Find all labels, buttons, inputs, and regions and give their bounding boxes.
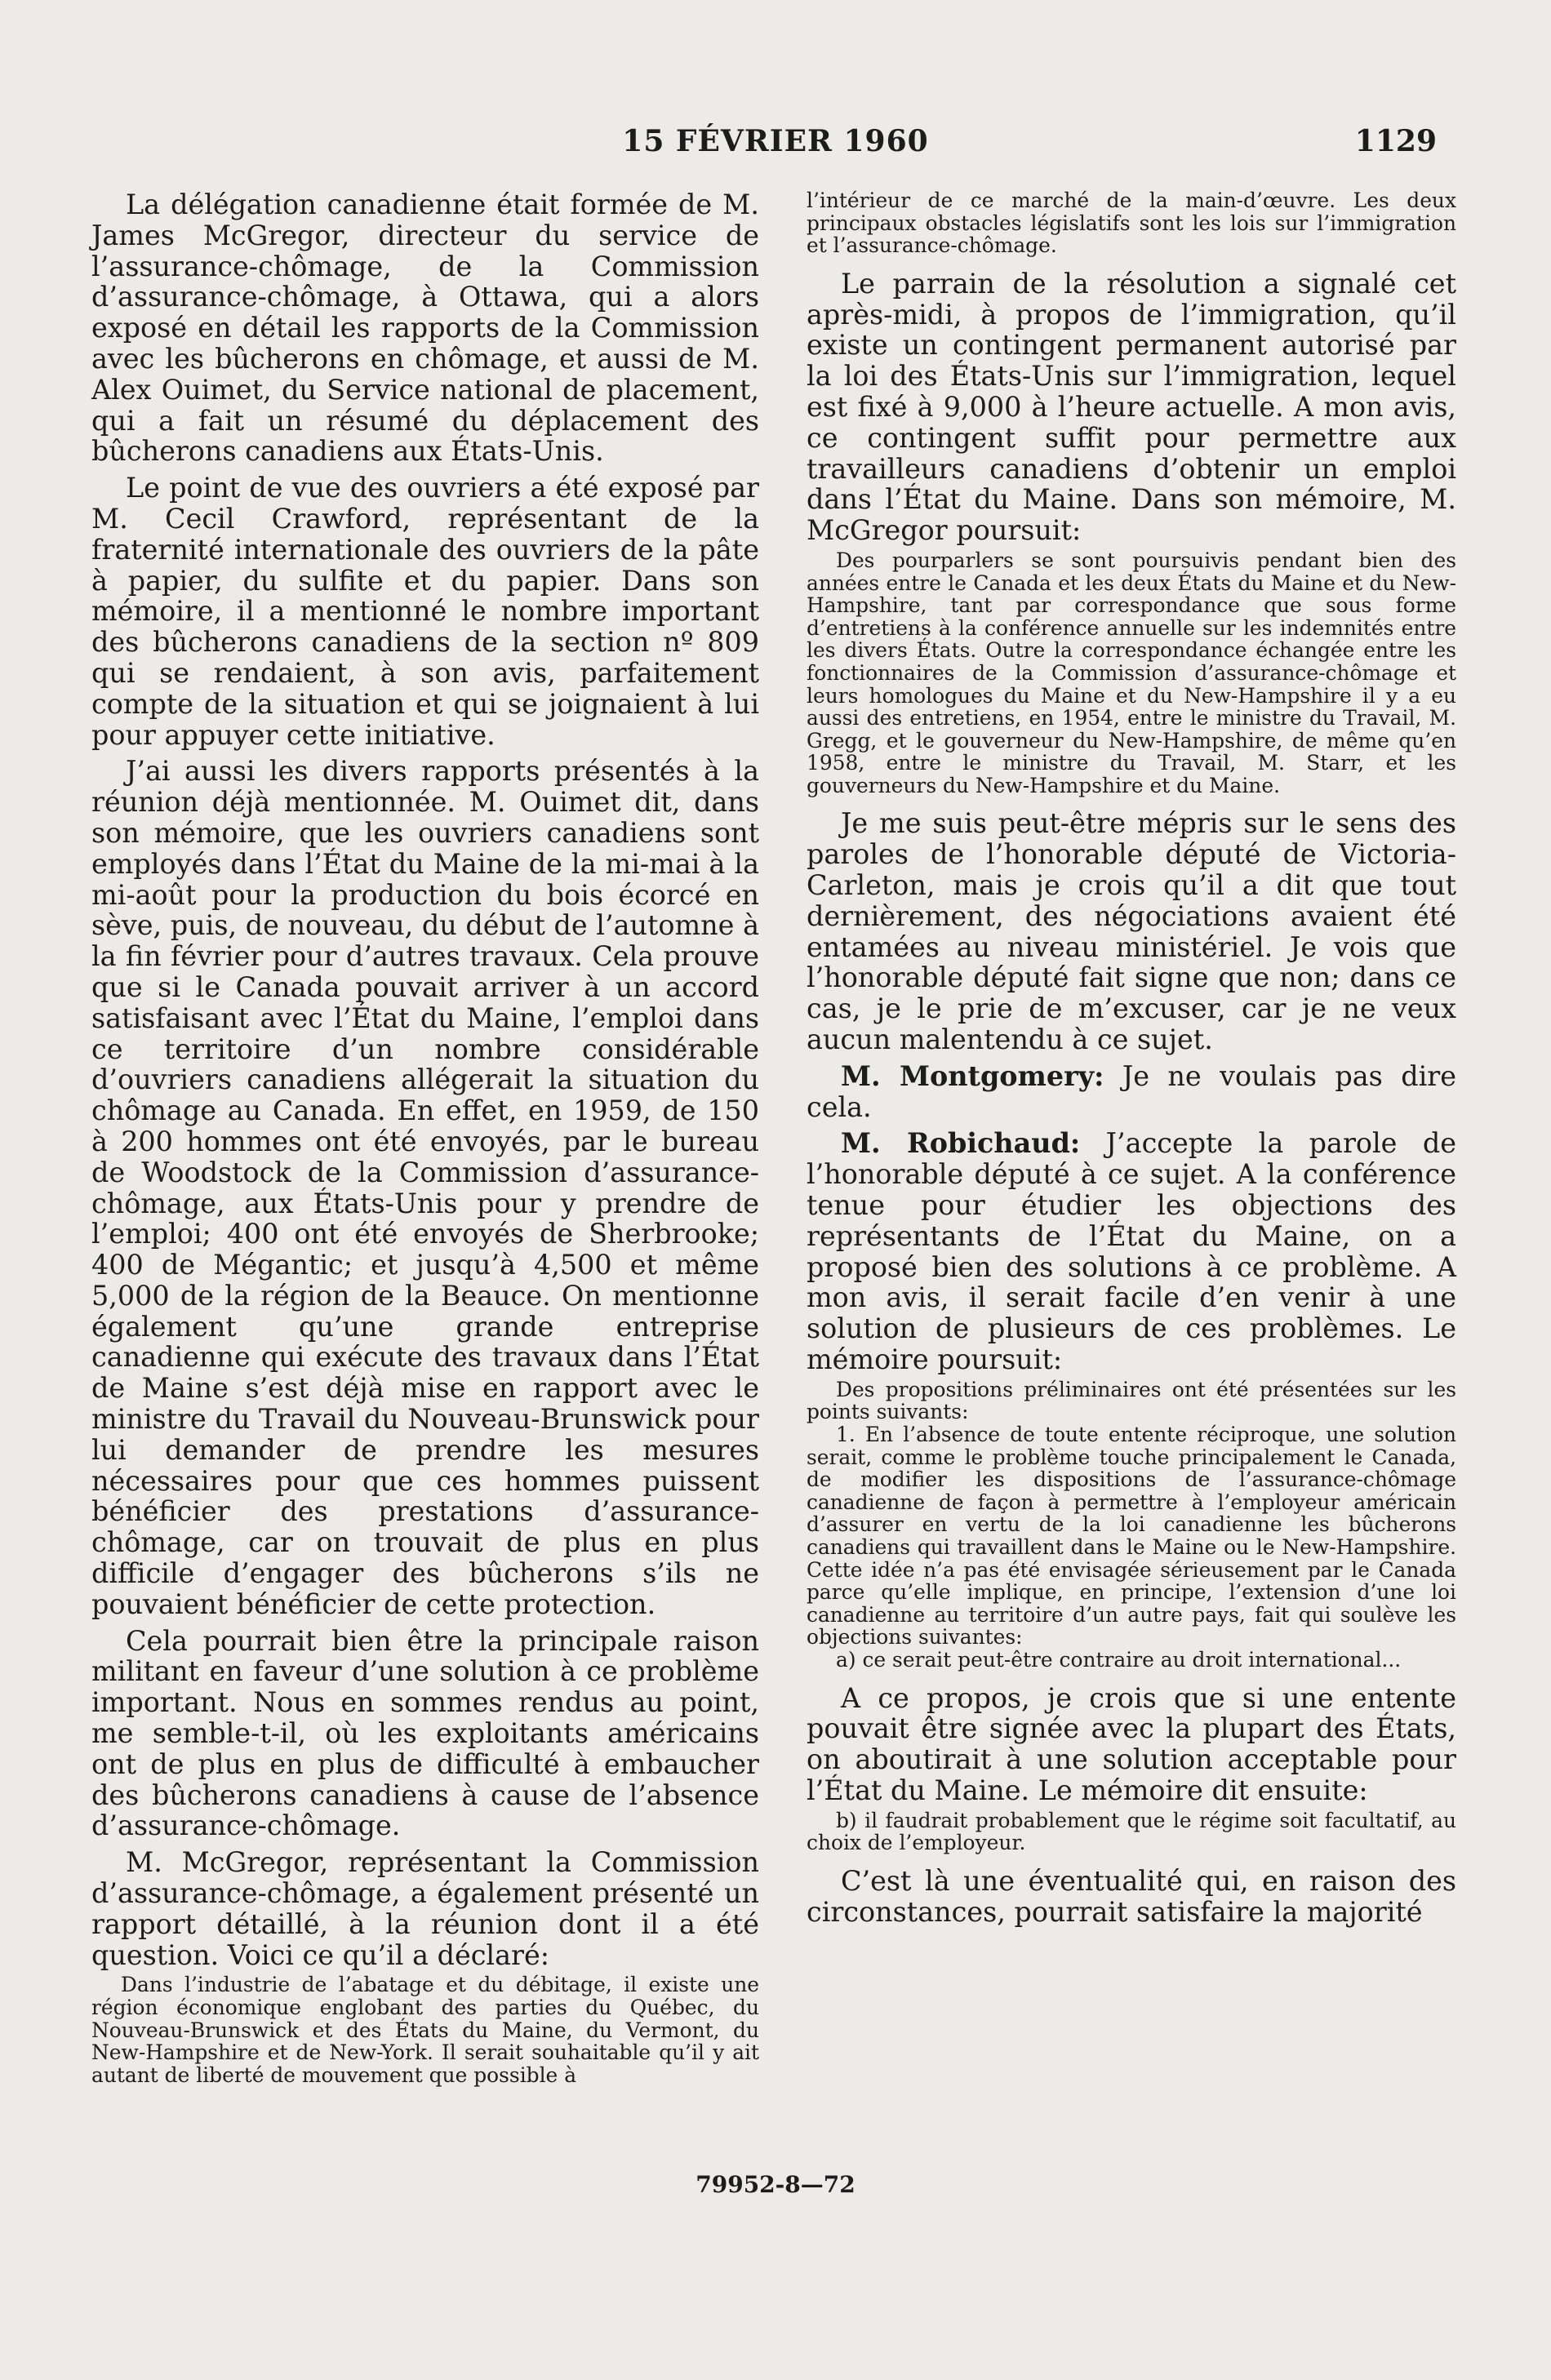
left-column (91, 189, 759, 2086)
footer-code: 79952-8—72 (696, 2171, 855, 2198)
paragraph: M. McGregor, représentant la Commission d’assurance-chômage, a également présenté un rapport détaillé, à la réunion dont il a été question. Voici ce qu’il a déclaré: (91, 1846, 759, 1971)
paragraph: Le parrain de la résolution a signalé cet après-midi, à propos de l’immigration, qu’il existe un contingent permanent autorisé par la loi des États-Unis sur l’immigration, lequel est fixé à 9,000 à l’heure actuelle. A mon avis, ce contingent suffit pour permettre aux travailleurs canadiens d’obtenir un emploi dans l’État du Maine. Dans son mémoire, M. McGregor poursuit: (807, 267, 1456, 547)
page-header (0, 124, 1551, 165)
header-date: 15 FÉVRIER 1960 (622, 124, 929, 158)
speaker-paragraph (807, 1128, 1456, 1374)
paragraph: Je me suis peut-être mépris sur le sens des paroles de l’honorable député de Victoria-Carleton, mais je crois qu’il a dit que tout dernièrement, des négociations avaient été entamées au niveau ministériel. Je vois que l’honorable député fait signe que non; dans ce cas, je le prie de m’excuser, car je ne veux aucun malentendu à ce sujet. (807, 807, 1456, 1056)
speaker-paragraph (807, 1061, 1456, 1123)
speaker-name: M. Robichaud: (841, 1127, 1081, 1160)
right-column (807, 189, 1456, 1928)
paragraph: Cela pourrait bien être la principale raison militant en faveur d’une solution à ce problème important. Nous en sommes rendus au point, me semble-t-il, où les exploitants américains ont de plus en plus de difficulté à embaucher des bûcherons canadiens à cause de l’absence d’assurance-chômage. (91, 1624, 759, 1842)
paragraph: A ce propos, je crois que si une entente pouvait être signée avec la plupart des États, on aboutirait à une solution acceptable pour l’État du Maine. Le mémoire dit ensuite: (807, 1681, 1456, 1806)
paragraph: J’ai aussi les divers rapports présentés à la réunion déjà mentionnée. M. Ouimet dit, dans son mémoire, que les ouvriers canadiens sont employés dans l’État du Maine de la mi-mai à la mi-août pour la production du bois écorcé en sève, puis, de nouveau, du début de l’automne à la fin février pour d’autres travaux. Cela prouve que si le Canada pouvait arriver à un accord satisfaisant avec l’État du Maine, l’emploi dans ce territoire d’un nombre considérable d’ouvriers canadiens allégerait la situation du chômage au Canada. En effet, en 1959, de 150 à 200 hommes ont été envoyés, par le bureau de Woodstock de la Commission d’assurance-chômage, aux États-Unis pour y prendre de l’emploi; 400 ont été envoyés de Sherbrooke; 400 de Mégantic; et jusqu’à 4,500 et même 5,000 de la région de la Beauce. On mentionne également qu’une grande entreprise canadienne qui exécute des travaux dans l’État de Maine s’est déjà mise en rapport avec le ministre du Travail du Nouveau-Brunswick pour lui demander de prendre les mesures nécessaires pour que ces hommes puissent bénéficier des prestations d’assurance-chômage, car on trouvait de plus en plus difficile d’engager des bûcherons s’ils ne pouvaient bénéficier de cette protection. (91, 755, 759, 1620)
speech-text: J’accepte la parole de l’honorable député à ce sujet. A la conférence tenue pour étudier les objections des représentants de l’État du Maine, on a proposé bien des solutions à ce problème. A mon avis, il serait facile d’en venir à une solution de plusieurs de ces problèmes. Le mémoire poursuit: (807, 1127, 1456, 1376)
page-number: 1129 (1354, 124, 1437, 158)
paragraph: La délégation canadienne était formée de M. James McGregor, directeur du service de l’assurance-chômage, de la Commission d’assurance-chômage, à Ottawa, qui a alors exposé en détail les rapports de la Commission avec les bûcherons en chômage, et aussi de M. Alex Ouimet, du Service national de placement, qui a fait un résumé du déplacement des bûcherons canadiens aux États-Unis. (91, 189, 759, 468)
quoted-passage: a) ce serait peut-être contraire au droit international... (836, 1647, 1402, 1672)
quoted-passage: Dans l’industrie de l’abatage et du débitage, il existe une région économique englobant des parties du Québec, du Nouveau-Brunswick et des États du Maine, du Vermont, du New-Hampshire et de New-York. Il serait souhaitable qu’il y ait autant de liberté de mouvement que possible à (91, 1973, 759, 2087)
speaker-name: M. Montgomery: (841, 1059, 1104, 1092)
speech-text: Je ne voulais pas dire cela. (807, 1059, 1456, 1123)
quoted-passage: Des pourparlers se sont poursuivis pendant bien des années entre le Canada et les deux États du Maine et du New-Hampshire, tant par correspondance que sous forme d’entretiens à la conférence annuelle sur les indemnités entre les divers États. Outre la correspondance échangée entre les fonctionnaires de la Commission d’assurance-chômage et leurs homologues du Maine et du New-Hampshire il y a eu aussi des entretiens, en 1954, entre le ministre du Travail, M. Gregg, et le gouverneur du New-Hampshire, de même qu’en 1958, entre le ministre du Travail, M. Starr, et les gouverneurs du New-Hampshire et du Maine. (807, 548, 1456, 797)
quoted-passage: b) il faudrait probablement que le régime soit facultatif, au choix de l’employeur. (807, 1808, 1456, 1855)
quoted-passage: Des propositions préliminaires ont été présentées sur les points suivants: (807, 1377, 1456, 1424)
paragraph: Le point de vue des ouvriers a été exposé par M. Cecil Crawford, représentant de la fraternité internationale des ouvriers de la pâte à papier, du sulfite et du papier. Dans son mémoire, il a mentionné le nombre important des bûcherons canadiens de la section nº 809 qui se rendaient, à son avis, parfaitement compte de la situation et qui se joignaient à lui pour appuyer cette initiative. (91, 472, 759, 751)
paragraph: C’est là une éventualité qui, en raison des circonstances, pourrait satisfaire la majorité (807, 1864, 1456, 1928)
quoted-passage: l’intérieur de ce marché de la main-d’œuvre. Les deux principaux obstacles législatifs sont les lois sur l’immigration et l’assurance-chômage. (807, 189, 1456, 258)
quoted-passage: 1. En l’absence de toute entente réciproque, une solution serait, comme le problème touche principalement le Canada, de modifier les dispositions de l’assurance-chômage canadienne de façon à permettre à l’employeur américain d’assurer en vertu de la loi canadienne les bûcherons canadiens qui travaillent dans le Maine ou le New-Hampshire. Cette idée n’a pas été envisagée sérieusement par le Canada parce qu’elle implique, en principe, l’extension d’une loi canadienne au territoire d’un autre pays, fait qui soulève les objections suivantes: (807, 1423, 1456, 1650)
